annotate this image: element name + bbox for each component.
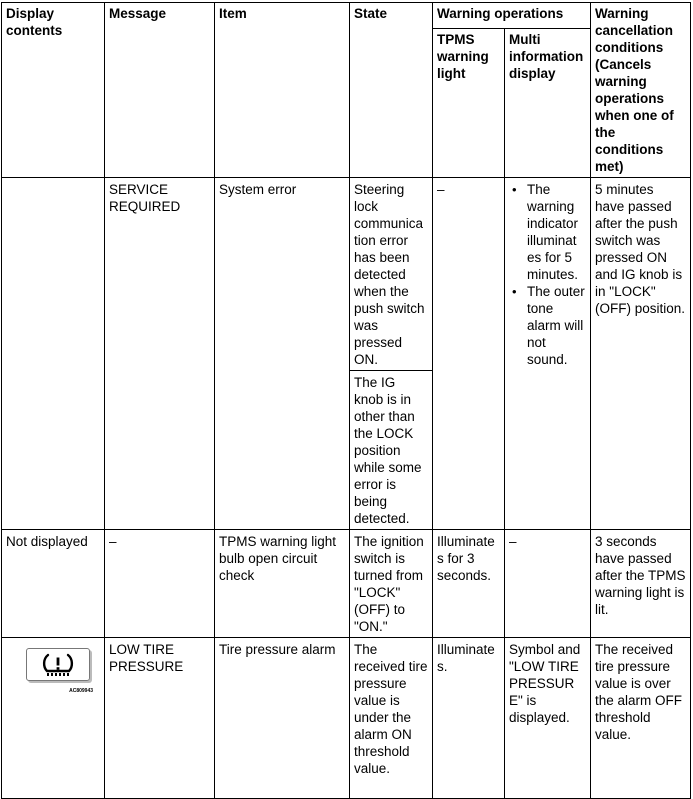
cell-message: – xyxy=(105,530,215,638)
cell-item: TPMS warning light bulb open circuit check xyxy=(215,530,350,638)
cell-message: SERVICE REQUIRED xyxy=(105,178,215,530)
cell-cancel-conditions: The received tire pressure value is over the alarm OFF threshold value. xyxy=(591,638,691,799)
cell-message: LOW TIRE PRESSURE xyxy=(105,638,215,799)
cell-cancel-conditions: 3 seconds have passed after the TPMS warning light is lit. xyxy=(591,530,691,638)
header-item: Item xyxy=(215,3,350,178)
table-row xyxy=(2,638,691,799)
header-message: Message xyxy=(105,3,215,178)
cell-multi-info: – xyxy=(505,530,591,638)
cell-display: Not displayed xyxy=(2,530,105,638)
list-item: • The outer tone alarm will not sound. xyxy=(527,283,586,368)
tire-warning-icon xyxy=(40,652,76,678)
multi-info-bullets xyxy=(509,181,586,368)
header-row xyxy=(2,3,691,29)
cell-state: The received tire pressure value is under the alarm ON threshold value. xyxy=(350,638,433,799)
list-item: • The warning indicator illuminat es for 5 minutes. xyxy=(527,181,586,283)
cell-cancel-conditions: 5 minutes have passed after the push switch was pressed ON and IG knob is in "LOCK" (OFF) position. xyxy=(591,178,691,530)
header-state: State xyxy=(350,3,433,178)
header-tpms-warning-light: TPMS warning light xyxy=(433,29,505,178)
cell-tpms-light: Illuminate s for 3 seconds. xyxy=(433,530,505,638)
icon-code-label: AC809943 xyxy=(69,688,93,694)
cell-display xyxy=(2,178,105,530)
cell-state: Steering lock communica tion error has been detected when the push switch was pressed ON. xyxy=(350,178,433,371)
cell-multi-info xyxy=(505,178,591,530)
cell-item: System error xyxy=(215,178,350,530)
cell-tpms-light: Illuminate s. xyxy=(433,638,505,799)
tpms-icon-wrap xyxy=(26,648,93,694)
cell-multi-info: Symbol and "LOW TIRE PRESSUR E" is displayed. xyxy=(505,638,591,799)
header-multi-information-display: Multi information display xyxy=(505,29,591,178)
cell-display xyxy=(2,638,105,799)
cell-state: The ignition switch is turned from "LOCK" (OFF) to "ON." xyxy=(350,530,433,638)
table-row xyxy=(2,178,691,371)
cell-tpms-light: – xyxy=(433,178,505,530)
table-row xyxy=(2,530,691,638)
tpms-low-tire-pressure-icon xyxy=(26,648,90,681)
header-warning-operations: Warning operations xyxy=(433,3,591,29)
tpms-warning-table xyxy=(1,2,691,799)
header-warning-cancellation: Warning cancellation conditions (Cancels warning operations when one of the conditions met) xyxy=(591,3,691,178)
header-display-contents: Display contents xyxy=(2,3,105,178)
cell-state: The IG knob is in other than the LOCK position while some error is being detected. xyxy=(350,371,433,530)
cell-item: Tire pressure alarm xyxy=(215,638,350,799)
